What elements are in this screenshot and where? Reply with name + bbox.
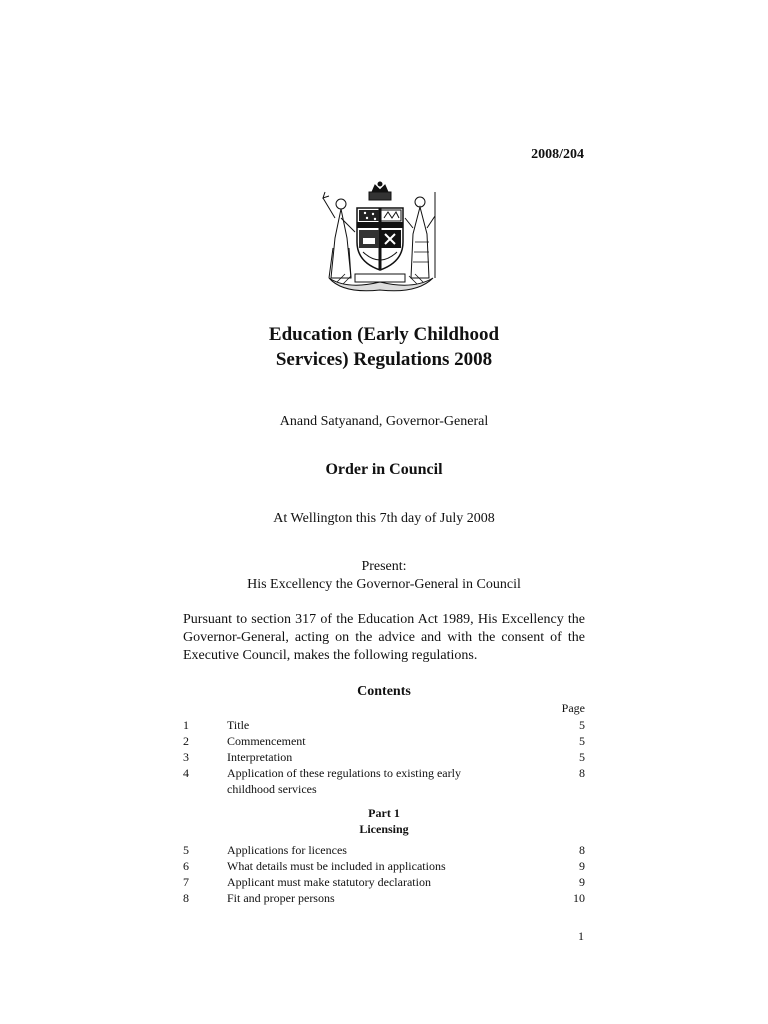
toc-label: Interpretation: [227, 750, 293, 764]
toc-number: 1: [183, 718, 189, 732]
toc-number: 8: [183, 891, 189, 905]
toc-label: Title: [227, 718, 250, 732]
regulation-number: 2008/204: [531, 147, 584, 162]
title-line-2: Services) Regulations 2008: [275, 349, 493, 370]
toc-number: [183, 781, 227, 797]
toc-row[interactable]: [183, 749, 585, 765]
toc-number: 3: [183, 750, 189, 764]
toc-row[interactable]: [183, 765, 585, 781]
toc-label: childhood services: [227, 782, 317, 796]
toc-row[interactable]: [183, 874, 585, 890]
toc-page: 10: [573, 891, 585, 905]
toc-page: 5: [579, 750, 585, 764]
toc-label: Application of these regulations to existing early: [227, 766, 461, 780]
regulation-title: [0, 322, 768, 372]
toc-page: [545, 781, 585, 797]
toc-row[interactable]: [183, 858, 585, 874]
toc-page: 9: [579, 875, 585, 889]
part-name: Licensing: [359, 822, 409, 836]
order-in-council-heading: Order in Council: [325, 461, 443, 478]
governor-general-line: Anand Satyanand, Governor-General: [279, 414, 489, 429]
toc-label: Commencement: [227, 734, 306, 748]
toc-page: 5: [579, 734, 585, 748]
contents-list: [183, 717, 585, 797]
enacting-paragraph: Pursuant to section 317 of the Education Act 1989, His Excellency the Governor-General, acting on the advice and with the consent of the Executive Council, makes the following regulations.: [183, 612, 585, 663]
coat-of-arms-icon: [317, 178, 443, 296]
part-number: Part 1: [368, 806, 400, 820]
page-number: 1: [578, 929, 584, 943]
present-text: His Excellency the Governor-General in Council: [247, 577, 521, 592]
page-column-label: Page: [561, 701, 585, 715]
toc-number: 5: [183, 843, 189, 857]
toc-row[interactable]: [183, 733, 585, 749]
date-line: At Wellington this 7th day of July 2008: [273, 511, 495, 526]
toc-label: What details must be included in applications: [227, 859, 446, 873]
toc-number: 2: [183, 734, 189, 748]
toc-label: Fit and proper persons: [227, 891, 335, 905]
contents-list-part-1: [183, 842, 585, 906]
title-line-1: Education (Early Childhood: [268, 324, 500, 345]
toc-page: 8: [579, 843, 585, 857]
toc-row[interactable]: [183, 842, 585, 858]
toc-number: 6: [183, 859, 189, 873]
toc-row-continuation[interactable]: [183, 781, 585, 797]
toc-number: 7: [183, 875, 189, 889]
contents-heading: Contents: [357, 684, 411, 699]
toc-page: 8: [579, 766, 585, 780]
toc-row[interactable]: [183, 717, 585, 733]
toc-label: Applicant must make statutory declaration: [227, 875, 431, 889]
toc-number: 4: [183, 766, 189, 780]
toc-page: 9: [579, 859, 585, 873]
toc-label: Applications for licences: [227, 843, 347, 857]
present-label: Present:: [361, 559, 407, 574]
part-heading: [183, 805, 585, 837]
present-block: [0, 558, 768, 594]
toc-row[interactable]: [183, 890, 585, 906]
toc-page: 5: [579, 718, 585, 732]
